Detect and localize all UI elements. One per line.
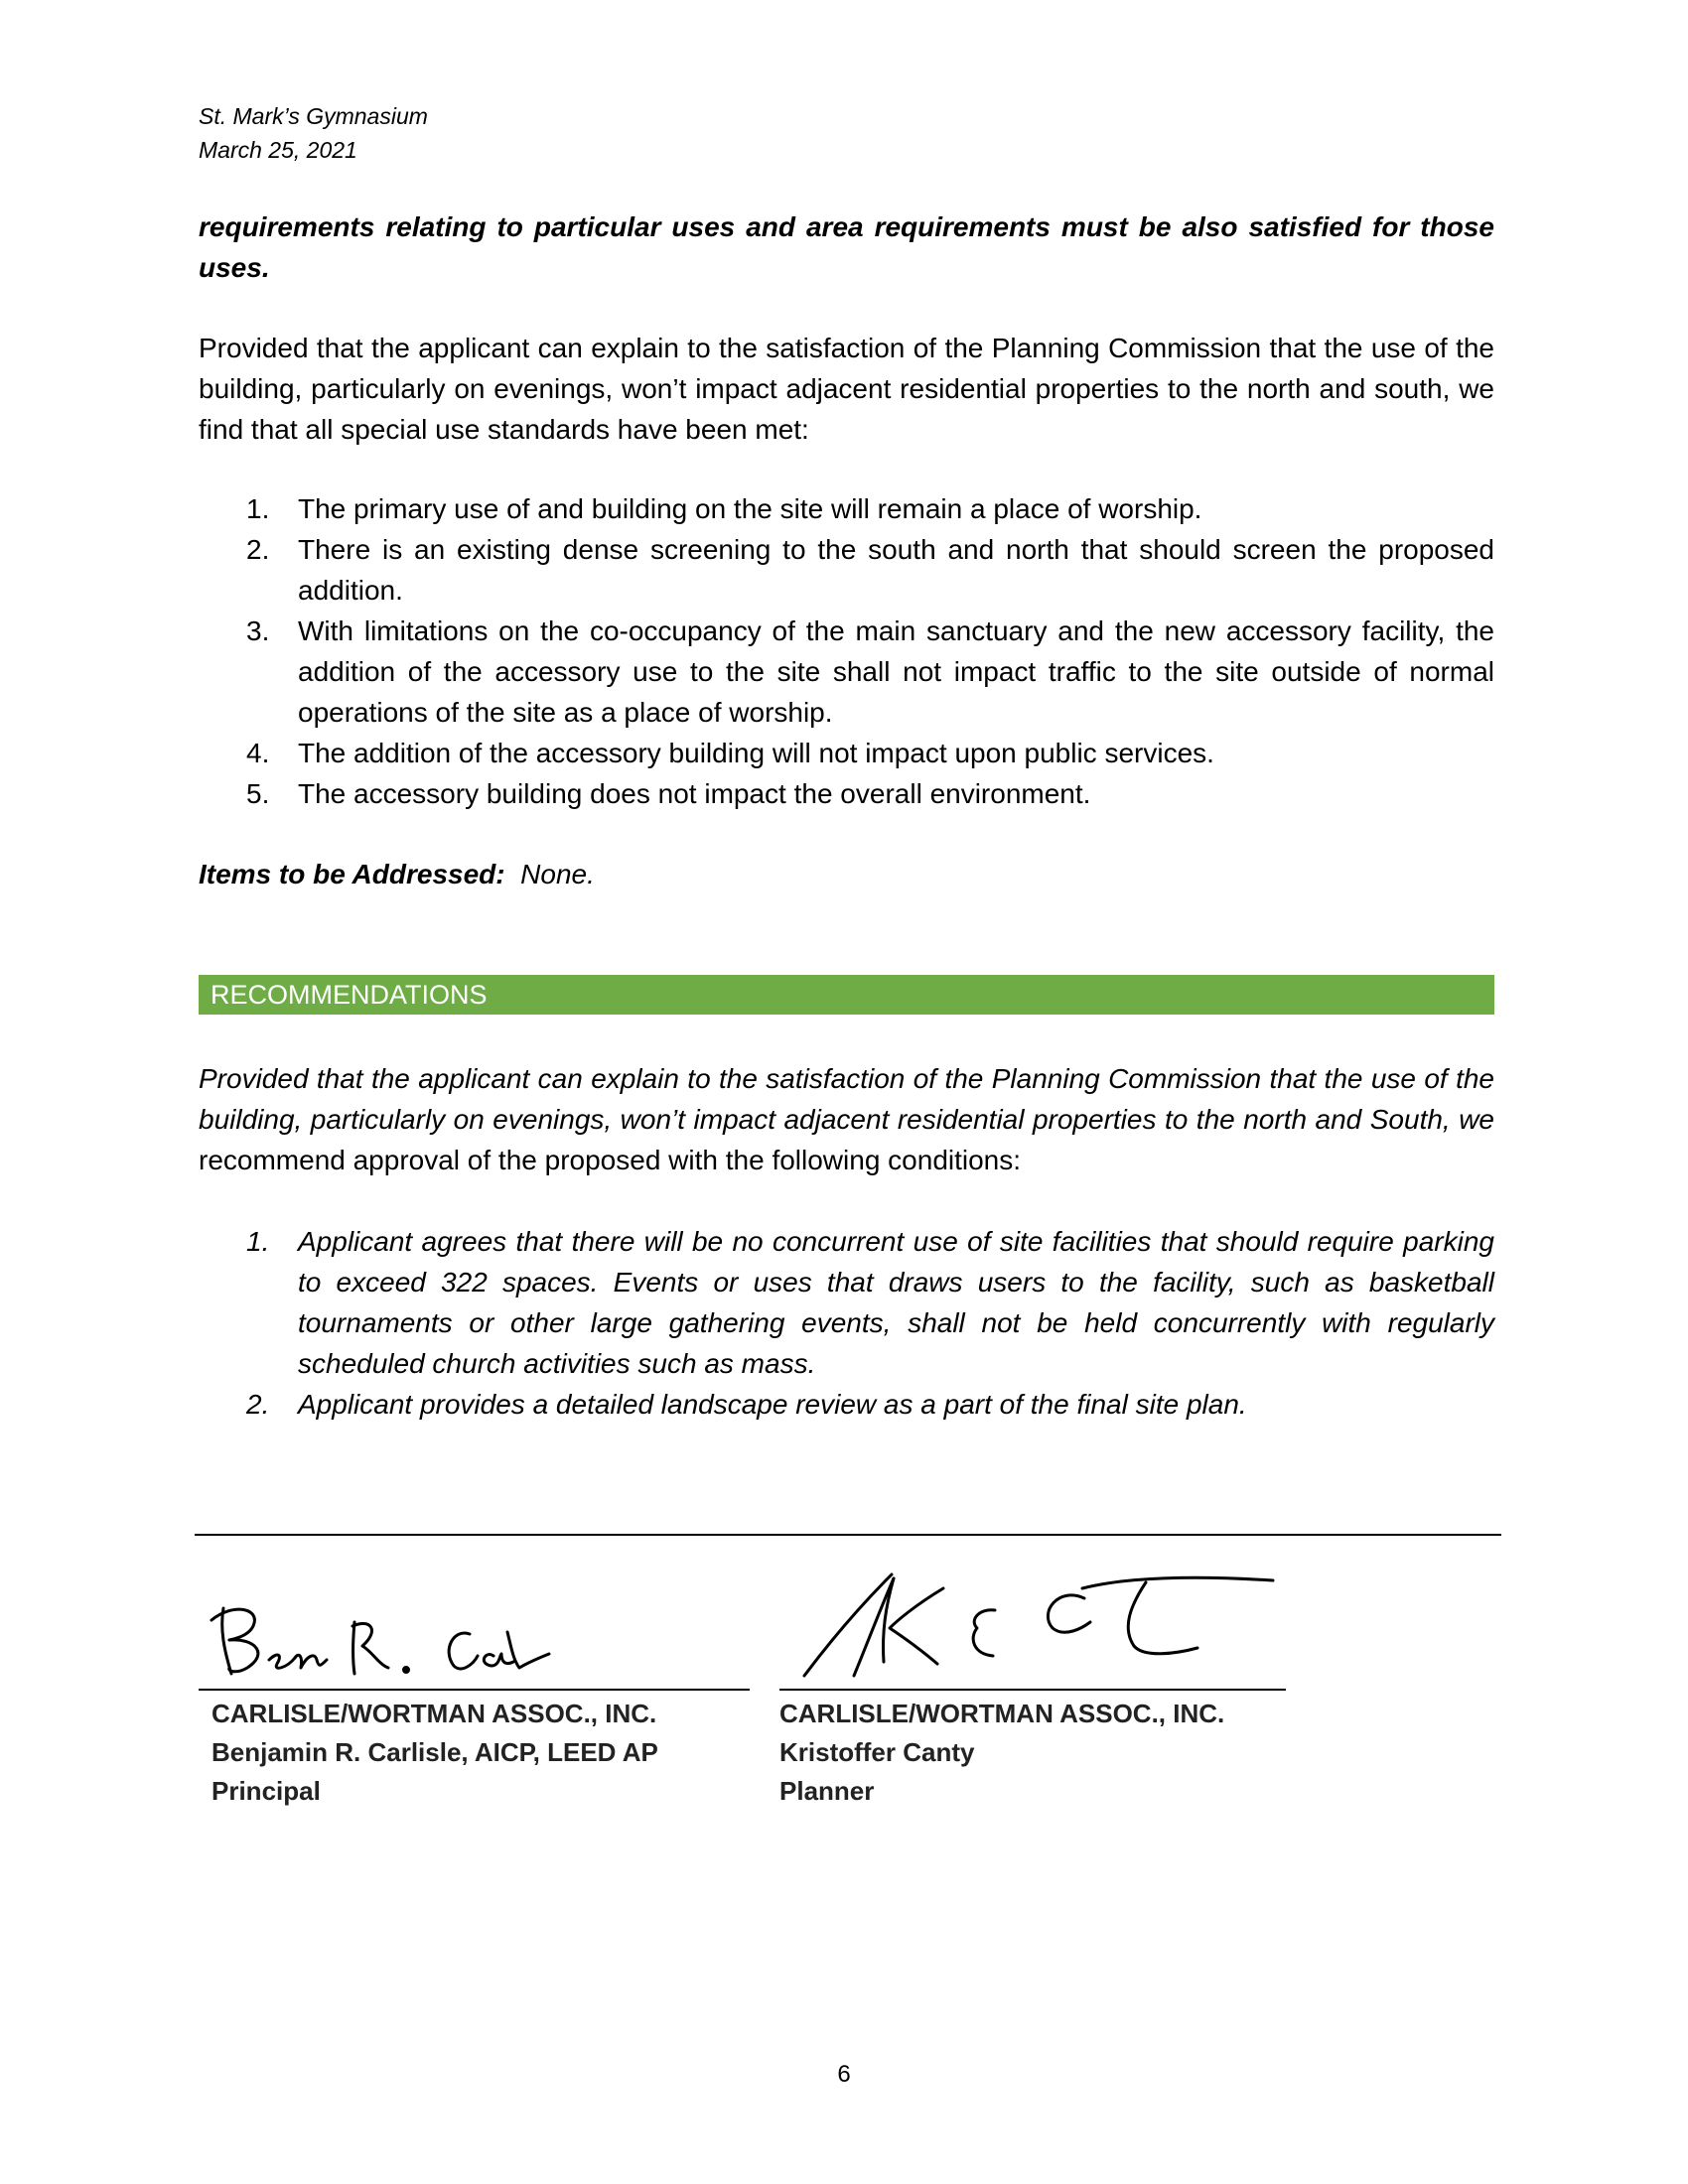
list-item-number: 1. bbox=[246, 1226, 270, 1257]
signer-firm: CARLISLE/WORTMAN ASSOC., INC. bbox=[779, 1699, 1225, 1728]
document-date: March 25, 2021 bbox=[199, 137, 357, 163]
list-item-number: 2. bbox=[246, 534, 270, 565]
list-item-text: There is an existing dense screening to the south and north that should screen the proposed addition. bbox=[298, 534, 1494, 606]
list-item bbox=[199, 488, 1494, 529]
list-item-text: Applicant agrees that there will be no concurrent use of site facilities that should require parking to exceed 322 spaces. Events or uses that draws users to the facility, such as basketball tournaments or other large gathering events, shall not be held concurrently with regularly scheduled church activities such as mass. bbox=[298, 1226, 1494, 1379]
recommendations-intro bbox=[199, 1058, 1494, 1180]
intro-bold-paragraph: requirements relating to particular uses and area requirements must be also satisfied for those uses. bbox=[199, 211, 1494, 283]
list-item-text: With limitations on the co-occupancy of the main sanctuary and the new accessory facility, the addition of the accessory use to the site shall not impact traffic to the site outside of normal operations of the site as a place of worship. bbox=[298, 615, 1494, 728]
list-item-text: The accessory building does not impact the overall environment. bbox=[298, 778, 1091, 809]
items-addressed-value: None. bbox=[520, 859, 595, 889]
recommendations-intro-italic: Provided that the applicant can explain to the satisfaction of the Planning Commission that the use of the building, particularly on evenings, won’t impact adjacent residential properties to the north and South, we bbox=[199, 1063, 1494, 1135]
list-item-text: The primary use of and building on the site will remain a place of worship. bbox=[298, 493, 1202, 524]
list-item-number: 5. bbox=[246, 778, 270, 809]
signature-canty bbox=[784, 1567, 1301, 1686]
recommendations-heading: RECOMMENDATIONS bbox=[199, 975, 1494, 1015]
signer-title: Planner bbox=[779, 1776, 875, 1806]
standards-intro-paragraph: Provided that the applicant can explain to the satisfaction of the Planning Commission that the use of the building, particularly on evenings, won’t impact adjacent residential properties to the north and south, we find that all special use standards have been met: bbox=[199, 333, 1494, 445]
list-item-text: Applicant provides a detailed landscape review as a part of the final site plan. bbox=[298, 1389, 1247, 1420]
signer-name: Kristoffer Canty bbox=[779, 1737, 975, 1767]
list-item bbox=[199, 733, 1494, 773]
signature-block-carlisle bbox=[211, 1695, 658, 1811]
items-addressed-line bbox=[199, 854, 1494, 894]
list-item-number: 3. bbox=[246, 615, 270, 646]
section-divider bbox=[195, 1534, 1501, 1536]
list-item bbox=[199, 611, 1494, 733]
list-item bbox=[199, 1221, 1494, 1384]
signature-carlisle bbox=[204, 1596, 561, 1686]
signature-block-canty bbox=[779, 1695, 1224, 1811]
signature-line-carlisle bbox=[199, 1689, 750, 1691]
signer-name: Benjamin R. Carlisle, AICP, LEED AP bbox=[211, 1737, 658, 1767]
standards-list bbox=[199, 488, 1494, 814]
list-item-number: 4. bbox=[246, 738, 270, 768]
recommendations-intro-plain: recommend approval of the proposed with the following conditions: bbox=[199, 1145, 1022, 1175]
items-addressed-label: Items to be Addressed: bbox=[199, 859, 505, 889]
list-item bbox=[199, 529, 1494, 611]
document-title: St. Mark’s Gymnasium bbox=[199, 103, 428, 129]
page-number: 6 bbox=[837, 2061, 851, 2088]
list-item-number: 1. bbox=[246, 493, 270, 524]
list-item bbox=[199, 1384, 1494, 1425]
signer-firm: CARLISLE/WORTMAN ASSOC., INC. bbox=[211, 1699, 657, 1728]
list-item-text: The addition of the accessory building will not impact upon public services. bbox=[298, 738, 1214, 768]
signature-line-canty bbox=[779, 1689, 1286, 1691]
conditions-list bbox=[199, 1221, 1494, 1425]
signer-title: Principal bbox=[211, 1776, 321, 1806]
list-item bbox=[199, 773, 1494, 814]
list-item-number: 2. bbox=[246, 1389, 270, 1420]
